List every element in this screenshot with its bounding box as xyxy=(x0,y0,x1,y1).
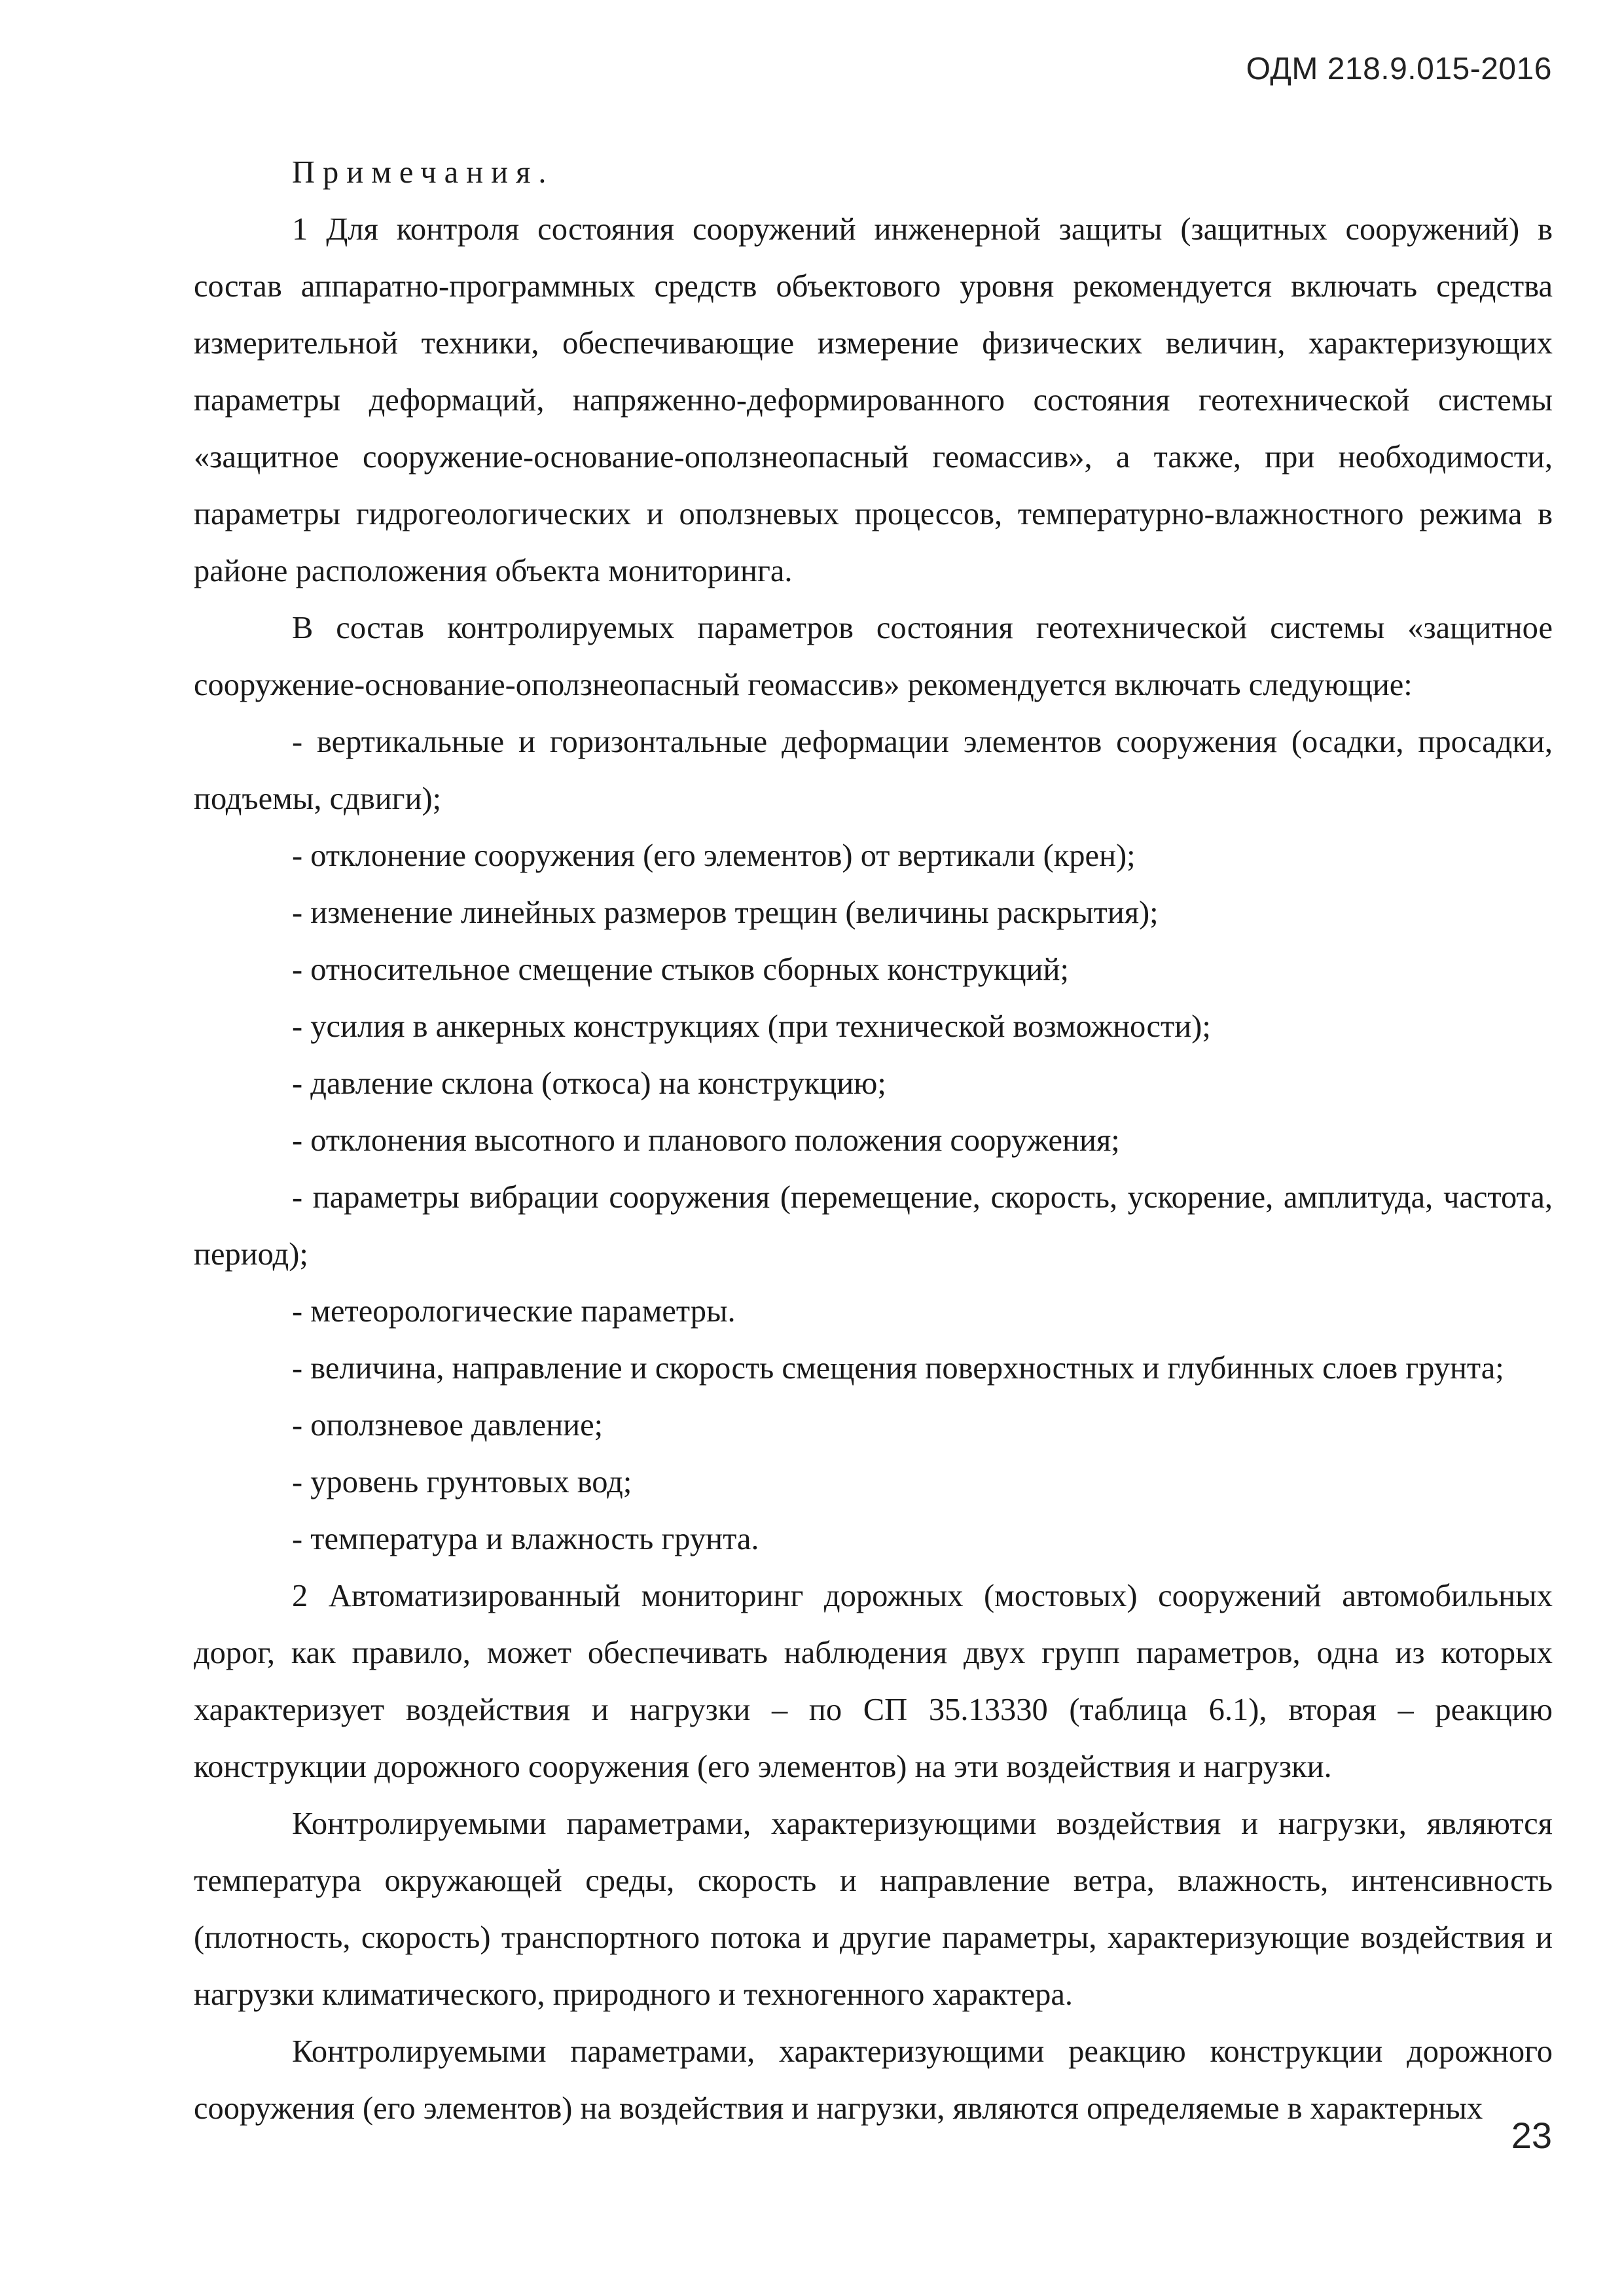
document-code-header: ОДМ 218.9.015-2016 xyxy=(1246,52,1552,86)
list-item: - метеорологические параметры. xyxy=(292,1294,736,1329)
document-body xyxy=(194,144,1553,2137)
list-item: - давление склона (откоса) на конструкцию; xyxy=(292,1066,886,1101)
note-1-paragraph: 1 Для контроля состояния сооружений инженерной защиты (защитных сооружений) в состав аппаратно-программных средств объектового уровня рекомендуется включать средства измерительной техники, обеспечивающие измерение физических величин, характеризующих параметры деформаций, напряженно-деформированного состояния геотехнической системы «защитное сооружение-основание-оползнеопасный геомассив», а также, при необходимости, параметры гидрогеологических и оползневых процессов, температурно-влажностного режима в районе расположения объекта мониторинга. xyxy=(194,212,1553,588)
list-item: - уровень грунтовых вод; xyxy=(292,1465,632,1499)
list-item: - оползневое давление; xyxy=(292,1408,604,1443)
list-item: - температура и влажность грунта. xyxy=(292,1522,759,1556)
list-item: - изменение линейных размеров трещин (величины раскрытия); xyxy=(292,895,1159,930)
list-item: - усилия в анкерных конструкциях (при технической возможности); xyxy=(292,1009,1211,1044)
list-item: - величина, направление и скорость смещения поверхностных и глубинных слоев грунта; xyxy=(292,1351,1504,1386)
list-item: - отклонения высотного и планового положения сооружения; xyxy=(292,1123,1120,1158)
reaction-params-paragraph: Контролируемыми параметрами, характеризующими реакцию конструкции дорожного сооружения (его элементов) на воздействия и нагрузки, являются определяемые в характерных xyxy=(194,2034,1553,2126)
loads-params-paragraph: Контролируемыми параметрами, характеризующими воздействия и нагрузки, являются температура окружающей среды, скорость и направление ветра, влажность, интенсивность (плотность, скорость) транспортного потока и другие параметры, характеризующие воздействия и нагрузки климатического, природного и техногенного характера. xyxy=(194,1806,1553,2012)
list-item: - отклонение сооружения (его элементов) от вертикали (крен); xyxy=(292,838,1136,873)
controlled-params-intro: В состав контролируемых параметров состояния геотехнической системы «защитное сооружение-основание-оползнеопасный геомассив» рекомендуется включать следующие: xyxy=(194,611,1553,702)
list-item: - параметры вибрации сооружения (перемещение, скорость, ускорение, амплитуда, частота, период); xyxy=(194,1180,1553,1272)
notes-heading: Примечания. xyxy=(292,155,554,190)
list-item: - вертикальные и горизонтальные деформации элементов сооружения (осадки, просадки, подъемы, сдвиги); xyxy=(194,725,1553,816)
list-item: - относительное смещение стыков сборных конструкций; xyxy=(292,952,1069,987)
page-number: 23 xyxy=(1511,2115,1552,2156)
note-2-paragraph: 2 Автоматизированный мониторинг дорожных (мостовых) сооружений автомобильных дорог, как правило, может обеспечивать наблюдения двух групп параметров, одна из которых характеризует воздействия и нагрузки – по СП 35.13330 (таблица 6.1), вторая – реакцию конструкции дорожного сооружения (его элементов) на эти воздействия и нагрузки. xyxy=(194,1579,1553,1784)
